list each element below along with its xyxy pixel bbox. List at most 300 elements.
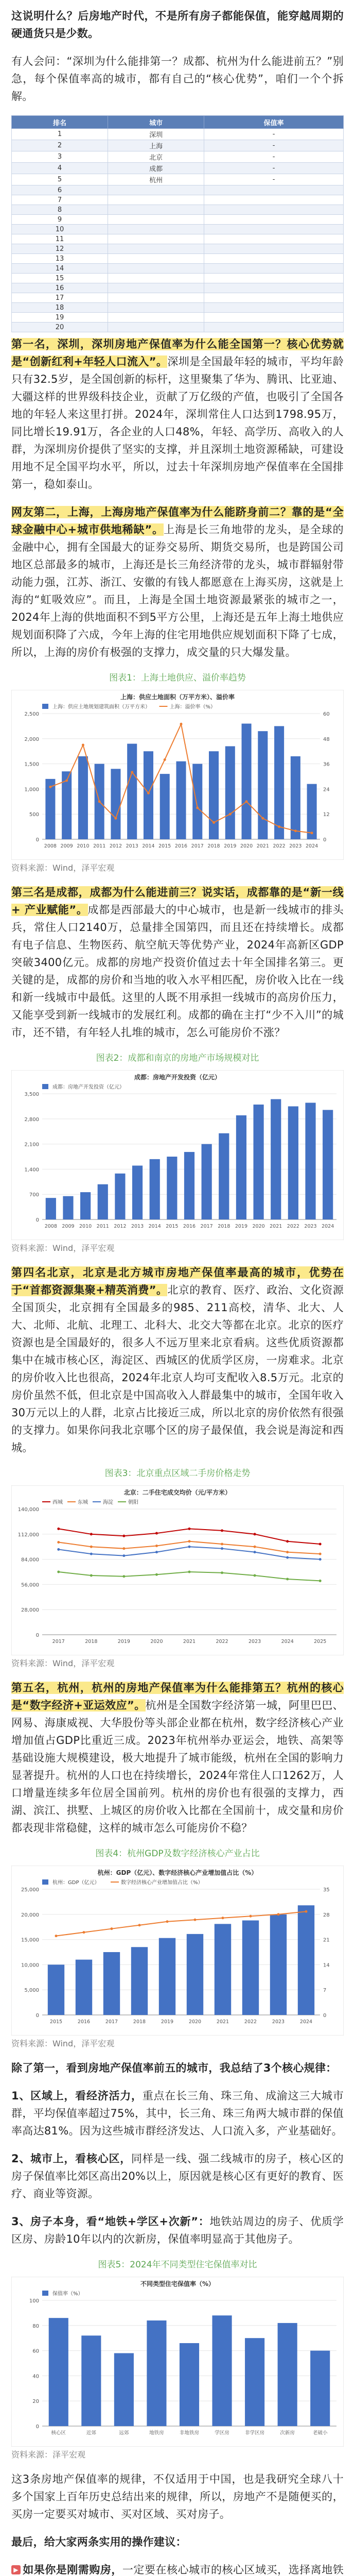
bar <box>184 1152 194 1219</box>
x-tick-label: 2015 <box>49 2019 63 2025</box>
legend-label: 成都：房地产开发投资（亿元） <box>52 1084 125 1090</box>
x-tick-label: 2016 <box>77 2019 91 2025</box>
x-tick-label: 2018 <box>207 843 220 849</box>
x-tick-label: 2013 <box>126 843 138 849</box>
x-tick-label: 2018 <box>218 1224 230 1229</box>
data-point <box>277 1913 280 1916</box>
table-cell <box>204 185 344 195</box>
y-tick-label: 56,000 <box>21 1582 39 1588</box>
data-point <box>65 779 68 782</box>
advice-1: ▶ 如果你是刚需购房，一定要在核心城市的核心区域买，选择离地铁 <box>11 2561 344 2576</box>
chengdu-investment-chart <box>11 1070 344 1240</box>
x-tick-label: 学区房 <box>215 2430 229 2436</box>
table-cell: 19 <box>12 313 108 323</box>
y-tick-label: 2,000 <box>24 736 39 742</box>
y-tick-label: 700 <box>29 1192 39 1198</box>
table-cell <box>108 215 204 225</box>
x-tick-label: 2021 <box>270 1224 282 1229</box>
bar <box>111 769 120 839</box>
table-cell <box>108 293 204 303</box>
bar <box>270 1914 287 2015</box>
data-point <box>180 723 183 725</box>
bar <box>160 774 170 839</box>
legend-swatch <box>42 704 48 709</box>
bar <box>49 2318 68 2426</box>
chart5-source: 资料来源：泽平宏观 <box>11 2450 86 2460</box>
legend-label: 保值率（%） <box>52 2291 83 2297</box>
y-tick-label: 60 <box>32 2348 39 2354</box>
x-tick-label: 2014 <box>142 843 155 849</box>
data-point <box>188 1546 191 1548</box>
chart1-source: 资料来源：Wind，泽平宏观 <box>11 863 115 873</box>
data-point <box>82 744 84 747</box>
x-tick-label: 2021 <box>256 843 269 849</box>
bar <box>98 1184 108 1219</box>
table-cell: 16 <box>12 283 108 293</box>
x-tick-label: 2018 <box>85 1639 98 1645</box>
data-point <box>286 1551 289 1553</box>
table-row <box>12 129 344 140</box>
bar <box>176 761 186 839</box>
x-tick-label: 2016 <box>174 843 188 849</box>
rule-1: 1、区域上，看经济活力，重点在长三角、珠三角、成渝这三大城市群，平均保值率超过75%，其中，长三角、珠三角两大城市群的保值率高达81%。因为这些城市群经济发达、人口流入多，产业基础好。 <box>11 2090 344 2137</box>
y-tick-label: 2,100 <box>24 1142 39 1148</box>
table-cell <box>108 205 204 215</box>
x-tick-label: 2009 <box>60 843 73 849</box>
x-tick-label: 2020 <box>240 843 253 849</box>
chengdu-body: 成都是西部最大的中心城市，也是新一线城市的排头兵，常住人口2140万，总量排全国第四，而且还在持续增长。成都有电子信息、生物医药、航空航天等优势产业，2024年高新区GDP突破3400亿元。成都的房地产投资价值过去十年全国排名第三。更关键的是，成都的房价和当地的收入水平相匹配，房价收入比在一线和新一线城市中最低。这里的人既不用承担一线城市的高房价压力，又能享受到新一线城市的发展红利。成都的确在主打“少不入川”的城市，还不错，有年轻人扎堆的城市，怎么可能房价不涨？ <box>11 904 344 1039</box>
y2-tick-label: 0 <box>323 2013 327 2019</box>
table-cell: 18 <box>12 303 108 313</box>
bar <box>236 1115 246 1219</box>
bar <box>242 1921 259 2015</box>
data-point <box>250 1915 252 1918</box>
bar <box>323 1110 333 1219</box>
table-cell: 12 <box>12 244 108 254</box>
table-row <box>12 283 344 293</box>
chart2-caption: 图表2：成都和南京的房地产市场规模对比 <box>96 1053 259 1063</box>
bar <box>150 1159 160 1219</box>
legend-label: 朝阳 <box>128 1500 138 1505</box>
section-shanghai <box>11 503 344 661</box>
table-row <box>12 205 344 215</box>
data-point <box>286 1578 289 1580</box>
table-cell <box>108 313 204 323</box>
y-tick-label: 1,000 <box>24 787 39 793</box>
data-point <box>196 807 199 809</box>
bar <box>310 2351 330 2426</box>
table-row <box>12 234 344 244</box>
outro-paragraph-1: 这3条房地产保值率的规律，不仅适用于中国，也是我研究全球八十多个国家上百年历史总结出来的规律，所以，房地产不是随便买的，买房一定要买对城市、买对区域、买对房子。 <box>11 2473 344 2520</box>
data-point <box>111 1927 113 1930</box>
data-point <box>188 1528 191 1530</box>
x-tick-label: 2022 <box>287 1224 299 1229</box>
x-tick-label: 2008 <box>44 1224 57 1229</box>
data-point <box>166 1920 169 1923</box>
hangzhou-lead: 第五名，杭州，杭州的房地产保值率为什么能排第五？杭州的核心是“数字经济+亚运效应”。 <box>11 1682 344 1711</box>
table-cell <box>204 195 344 205</box>
x-tick-label: 2022 <box>216 1639 228 1645</box>
data-point <box>83 1931 85 1934</box>
bar <box>63 1196 73 1219</box>
chart-title: 杭州：GDP（亿元）、数字经济核心产业增加值占比（%） <box>97 1869 258 1876</box>
table-row <box>12 195 344 205</box>
x-tick-label: 2025 <box>314 1639 327 1645</box>
table-row <box>12 313 344 323</box>
ranking-table <box>11 115 344 332</box>
bar <box>209 751 219 839</box>
x-tick-label: 2023 <box>304 1224 317 1229</box>
table-cell <box>108 254 204 264</box>
bar <box>48 1964 64 2015</box>
intro-paragraph <box>11 7 344 42</box>
table-cell <box>108 185 204 195</box>
y-tick-label: 140,000 <box>17 1507 39 1513</box>
table-cell <box>204 264 344 274</box>
x-tick-label: 2024 <box>306 843 318 849</box>
table-cell <box>204 293 344 303</box>
bar <box>131 1947 148 2015</box>
x-tick-label: 2018 <box>133 2019 146 2025</box>
x-tick-label: 地铁房 <box>149 2430 164 2436</box>
y-tick-label: 2,500 <box>24 711 39 717</box>
intro-paragraph-2: 有人会问：“深圳为什么能排第一？成都、杭州为什么能进前五？”别急，每个保值率高的城市，都有自己的“核心优势”，咱们一个个拆解。 <box>11 55 344 103</box>
legend-label: 上海：供应土地规划建筑面积（万平方米） <box>52 704 150 710</box>
table-cell <box>108 225 204 234</box>
y2-tick-label: 24 <box>323 787 330 793</box>
table-cell: 2 <box>12 140 108 151</box>
data-point <box>261 817 264 820</box>
data-point <box>138 1924 141 1926</box>
y-tick-label: 100 <box>29 2298 39 2304</box>
table-cell: 上海 <box>108 140 204 151</box>
shenzhen-lead: 第一名，深圳，深圳房地产保值率为什么能全国第一？核心优势就是“创新红利+年轻人口流入”。 <box>11 338 344 368</box>
x-tick-label: 2012 <box>109 843 122 849</box>
x-tick-label: 核心区 <box>51 2430 66 2436</box>
table-cell: 15 <box>12 274 108 283</box>
data-point <box>122 1554 125 1557</box>
y-tick-label: 3,500 <box>24 1092 39 1097</box>
data-point <box>254 1551 256 1553</box>
y-tick-label: 20,000 <box>21 1912 39 1918</box>
data-point <box>278 825 280 828</box>
x-tick-label: 2010 <box>77 843 90 849</box>
data-point <box>122 1535 125 1537</box>
bar <box>78 756 88 839</box>
x-tick-label: 老破小 <box>312 2430 328 2436</box>
data-point <box>294 829 297 832</box>
table-row <box>12 323 344 332</box>
table-cell: 11 <box>12 234 108 244</box>
y-tick-label: 2,800 <box>24 1116 39 1123</box>
table-row <box>12 303 344 313</box>
data-point <box>221 1543 223 1545</box>
bar <box>202 1144 212 1219</box>
arrow-icon: ▶ <box>11 2565 21 2574</box>
x-tick-label: 2013 <box>131 1224 144 1229</box>
data-point <box>57 1541 60 1544</box>
table-cell: - <box>204 163 344 174</box>
table-cell: - <box>204 129 344 140</box>
shanghai-body: 上海是长三角地带的龙头，是全球的金融中心，拥有全国最大的证券交易所、期货交易所，也是跨国公司地区总部最多的城市，上海还是长三角经济带的龙头，城市群辐射带动能力强，江苏、浙江、安徽的有钱人都愿意在上海买房，这就是上海的“虹吸效应”。而且，上海是全国土地资源最紧张的城市之一，2024年上海的供地面积不到5平方公里，上海还是五年上海土地供应规划面积降了六成，今年上海的住宅用地供应规划面积下降了七成，所以，上海的房价有极强的支撑力，成交量的只大爆发量。 <box>11 523 344 658</box>
section-shenzhen <box>11 335 344 493</box>
y2-tick-label: 0 <box>323 837 327 843</box>
bar <box>114 2353 134 2426</box>
bar <box>159 1938 175 2015</box>
bar <box>192 764 202 839</box>
rule-3: 3、房子本身，看“地铁+学区+次新”：地铁站周边的房子、优质学区房、房龄10年以内的次新房，保值率明显高于其他房子。 <box>11 2215 344 2245</box>
data-point <box>155 1532 158 1535</box>
bar <box>167 1157 177 1219</box>
y-tick-label: 0 <box>36 2013 39 2019</box>
bar <box>103 1952 120 2015</box>
data-point <box>57 1528 60 1530</box>
x-tick-label: 2024 <box>322 1224 334 1229</box>
ranking-table-block <box>11 115 344 332</box>
x-tick-label: 2020 <box>150 1639 163 1645</box>
x-tick-label: 2015 <box>158 843 171 849</box>
x-tick-label: 远郊 <box>119 2430 129 2436</box>
x-tick-label: 2023 <box>272 2019 285 2025</box>
table-cell <box>108 303 204 313</box>
table-cell <box>204 205 344 215</box>
data-point <box>49 786 51 788</box>
table-cell <box>108 283 204 293</box>
table-row <box>12 254 344 264</box>
y-tick-label: 84,000 <box>21 1557 39 1563</box>
y2-tick-label: 21 <box>323 1937 330 1943</box>
x-tick-label: 2017 <box>200 1224 213 1229</box>
y2-tick-label: 60 <box>323 711 330 717</box>
bar <box>180 2343 199 2426</box>
x-tick-label: 2020 <box>188 2019 202 2025</box>
table-row <box>12 151 344 163</box>
x-tick-label: 非学区房 <box>245 2430 265 2436</box>
data-point <box>55 1935 58 1937</box>
table-cell: 13 <box>12 254 108 264</box>
shenzhen-body: 深圳是全国最年轻的城市，平均年龄只有32.5岁，是全国创新的标杆，这里聚集了华为、腾讯、比亚迪、大疆这样的世界级科技企业，贡献了万亿级的产值，也吸引了全国各地的年轻人来这里打拼。2024年，深圳常住人口达到1798.95万，同比增长19.91万，各企业的人口48%，年轻、高学历、高收入的人群，为深圳房价提供了坚实的支撑，并且深圳土地资源稀缺，可建设用地不足全国平均水平，所以，过去十年深圳房地产保值率在全国排第一，稳如泰山。 <box>11 355 344 490</box>
data-point <box>57 1548 60 1551</box>
x-tick-label: 2010 <box>79 1224 92 1229</box>
x-tick-label: 2014 <box>148 1224 161 1229</box>
bar <box>76 1960 92 2015</box>
table-cell <box>204 323 344 332</box>
bar <box>291 756 300 839</box>
data-point <box>194 1919 197 1921</box>
y-tick-label: 1,500 <box>24 761 39 768</box>
x-tick-label: 2019 <box>161 2019 174 2025</box>
bar <box>225 746 235 839</box>
bar <box>245 2338 264 2426</box>
table-row <box>12 264 344 274</box>
data-point <box>319 1580 322 1582</box>
x-tick-label: 近郊 <box>86 2430 96 2436</box>
summary-lead: 除了第一，看到房地产保值率前五的城市，我总结了3个核心规律： <box>11 2062 337 2074</box>
y2-tick-label: 35 <box>323 1887 330 1893</box>
table-cell <box>204 234 344 244</box>
bar <box>144 751 153 839</box>
legend-label: 上海：溢价率（%） <box>169 704 216 710</box>
table-cell: 7 <box>12 195 108 205</box>
y2-tick-label: 12 <box>323 812 330 818</box>
y-tick-label: 500 <box>29 812 39 818</box>
x-tick-label: 2019 <box>224 843 237 849</box>
x-tick-label: 2017 <box>52 1639 65 1645</box>
table-row <box>12 163 344 174</box>
x-tick-label: 2019 <box>235 1224 248 1229</box>
table-cell <box>204 283 344 293</box>
table-row <box>12 274 344 283</box>
table-cell <box>204 254 344 264</box>
section-beijing <box>11 1264 344 1456</box>
table-cell <box>204 313 344 323</box>
data-point <box>212 821 215 824</box>
chart-frame <box>11 1485 344 1655</box>
outro-paragraph-2: 最后，给大家两条实用的操作建议： <box>11 2536 187 2548</box>
table-row <box>12 140 344 151</box>
data-point <box>311 832 313 834</box>
table-cell: 杭州 <box>108 174 204 185</box>
chart-title: 成都：房地产开发投资（亿元） <box>134 1074 221 1081</box>
shanghai-lead: 网友第二，上海，上海房地产保值率为什么能跻身前二？靠的是“全球金融中心+城市供地稀缺”。 <box>11 506 344 536</box>
x-tick-label: 2022 <box>244 2019 257 2025</box>
y2-tick-label: 14 <box>323 1962 330 1969</box>
bar <box>215 1924 231 2015</box>
beijing-body: 北京的教育、医疗、政治、文化资源全国顶尖，北京拥有全国最多的985、211高校，清华、北大、人大、北师、北航、北理工、北科大、北交大等都在北京。北京的医疗资源也是全国最好的，很多人不远万里来北京看病。这些优质资源都集中在城市核心区，海淀区、西城区的优质学区房，一房难求。北京的房价收入比也很高，2024年北京人均可支配收入8.5万元。北京的房价虽然不低，但北京是中国高收入人群最集中的城市，全国年收入30万元以上的人群，北京占比接近三成，所以北京的房价依然有很强的支撑力。如果你问我北京哪个区的房子最保值，我会说是海淀和西城。 <box>11 1284 344 1454</box>
bar <box>305 1103 315 1219</box>
bar <box>115 1174 125 1219</box>
x-tick-label: 2017 <box>105 2019 118 2025</box>
data-point <box>188 1540 191 1543</box>
legend-label: 西城 <box>52 1500 63 1505</box>
table-row <box>12 293 344 303</box>
data-point <box>221 1547 223 1550</box>
bar <box>258 731 268 839</box>
table-cell: 5 <box>12 174 108 185</box>
y-tick-label: 80 <box>32 2323 39 2329</box>
data-point <box>254 1533 256 1535</box>
bar <box>127 744 137 839</box>
housing-type-chart <box>11 2277 344 2447</box>
x-tick-label: 2011 <box>93 843 106 849</box>
legend-swatch <box>42 2291 48 2296</box>
table-cell: 4 <box>12 163 108 174</box>
bar <box>187 1934 203 2015</box>
shanghai-land-chart <box>11 690 344 860</box>
y-tick-label: 0 <box>36 1217 39 1223</box>
table-cell <box>204 274 344 283</box>
chart3-source: 资料来源：Wind，泽平宏观 <box>11 1658 115 1668</box>
table-header: 保值率 <box>204 116 344 129</box>
x-tick-label: 次新房 <box>280 2430 295 2436</box>
table-cell <box>108 244 204 254</box>
table-cell <box>204 215 344 225</box>
data-point <box>90 1546 93 1548</box>
table-cell: 6 <box>12 185 108 195</box>
table-row <box>12 215 344 225</box>
legend-swatch <box>42 1879 48 1885</box>
data-point <box>57 1571 60 1573</box>
table-cell <box>204 303 344 313</box>
data-point <box>147 792 150 794</box>
data-point <box>319 1543 322 1545</box>
bar <box>80 1192 91 1219</box>
chart2-source: 资料来源：Wind，泽平宏观 <box>11 1243 115 1253</box>
bar <box>278 2323 297 2426</box>
chart-title: 上海：供应土地面积（万平方米）、溢价率 <box>120 693 235 701</box>
y2-tick-label: 36 <box>323 761 330 768</box>
bar <box>274 726 284 839</box>
bar <box>219 1133 229 1219</box>
data-point <box>229 813 232 816</box>
x-tick-label: 2024 <box>299 2019 313 2025</box>
y-tick-label: 15,000 <box>21 1937 39 1943</box>
x-tick-label: 非地铁房 <box>179 2430 200 2436</box>
data-point <box>286 1540 289 1543</box>
bar <box>132 1165 143 1219</box>
data-point <box>155 1551 158 1553</box>
data-point <box>222 1917 224 1919</box>
data-point <box>155 1573 158 1576</box>
table-header: 排名 <box>12 116 108 129</box>
bar <box>298 1905 314 2015</box>
data-point <box>254 1574 256 1577</box>
x-tick-label: 2009 <box>62 1224 75 1229</box>
legend-label: 海淀 <box>103 1500 113 1505</box>
chart-title: 北京：二手住宅成交均价（元/平方米） <box>123 1489 232 1496</box>
data-point <box>155 1545 158 1547</box>
bar <box>288 1106 298 1219</box>
hangzhou-gdp-chart <box>11 1866 344 2036</box>
x-tick-label: 2016 <box>183 1224 196 1229</box>
hangzhou-body: 杭州是全国数字经济第一城，阿里巴巴、网易、海康威视、大华股份等头部企业都在杭州，数字经济核心产业增加值占GDP比重近三成。2023年杭州举办亚运会，地铁、高架等基础设施大规模建设，极大地提升了城市能级，杭州在全国的影响力显著提升。杭州的人口也在持续增长，2024年常住人口1262万，人口增量连续多年位居全国前列。杭州的房价也有很强的支撑力，西湖、滨江、拱墅、上城区的房价收入比都在全国前十，成交量和房价都表现非常稳健，这样的城市怎么可能房价不稳？ <box>11 1699 344 1834</box>
y-tick-label: 0 <box>36 2424 39 2430</box>
table-cell: 10 <box>12 225 108 234</box>
data-point <box>131 771 133 773</box>
bar <box>212 2315 232 2426</box>
data-point <box>122 1547 125 1550</box>
y2-tick-label: 28 <box>323 1912 330 1918</box>
table-cell <box>204 225 344 234</box>
y2-tick-label: 7 <box>323 1988 327 1994</box>
bar <box>307 784 317 839</box>
chart1-caption: 图表1：上海土地供应、溢价率趋势 <box>109 673 246 683</box>
y-tick-label: 0 <box>36 837 39 843</box>
table-cell: 8 <box>12 205 108 215</box>
data-point <box>164 758 166 761</box>
chart5-caption: 图表5：2024年不同类型住宅保值率对比 <box>98 2260 257 2270</box>
beijing-price-chart <box>11 1485 344 1655</box>
table-row <box>12 174 344 185</box>
table-cell: - <box>204 151 344 163</box>
y-tick-label: 28,000 <box>21 1607 39 1614</box>
chart3-caption: 图表3：北京重点区域二手房价格走势 <box>104 1468 251 1479</box>
table-cell <box>108 195 204 205</box>
bar <box>46 1198 56 1219</box>
x-tick-label: 2020 <box>252 1224 265 1229</box>
table-header: 城市 <box>108 116 204 129</box>
y-tick-label: 0 <box>36 1633 39 1638</box>
y-tick-label: 112,000 <box>17 1532 39 1538</box>
y-tick-label: 1,400 <box>24 1167 39 1173</box>
x-tick-label: 2011 <box>96 1224 109 1229</box>
table-cell <box>108 274 204 283</box>
chengdu-lead: 第三名是成都，成都为什么能进前三？说实话，成都靠的是“新一线 + 产业赋能”。 <box>11 886 344 916</box>
data-point <box>122 1575 125 1578</box>
y-tick-label: 20 <box>32 2399 39 2405</box>
section-chengdu <box>11 884 344 1041</box>
table-cell: 20 <box>12 323 108 332</box>
